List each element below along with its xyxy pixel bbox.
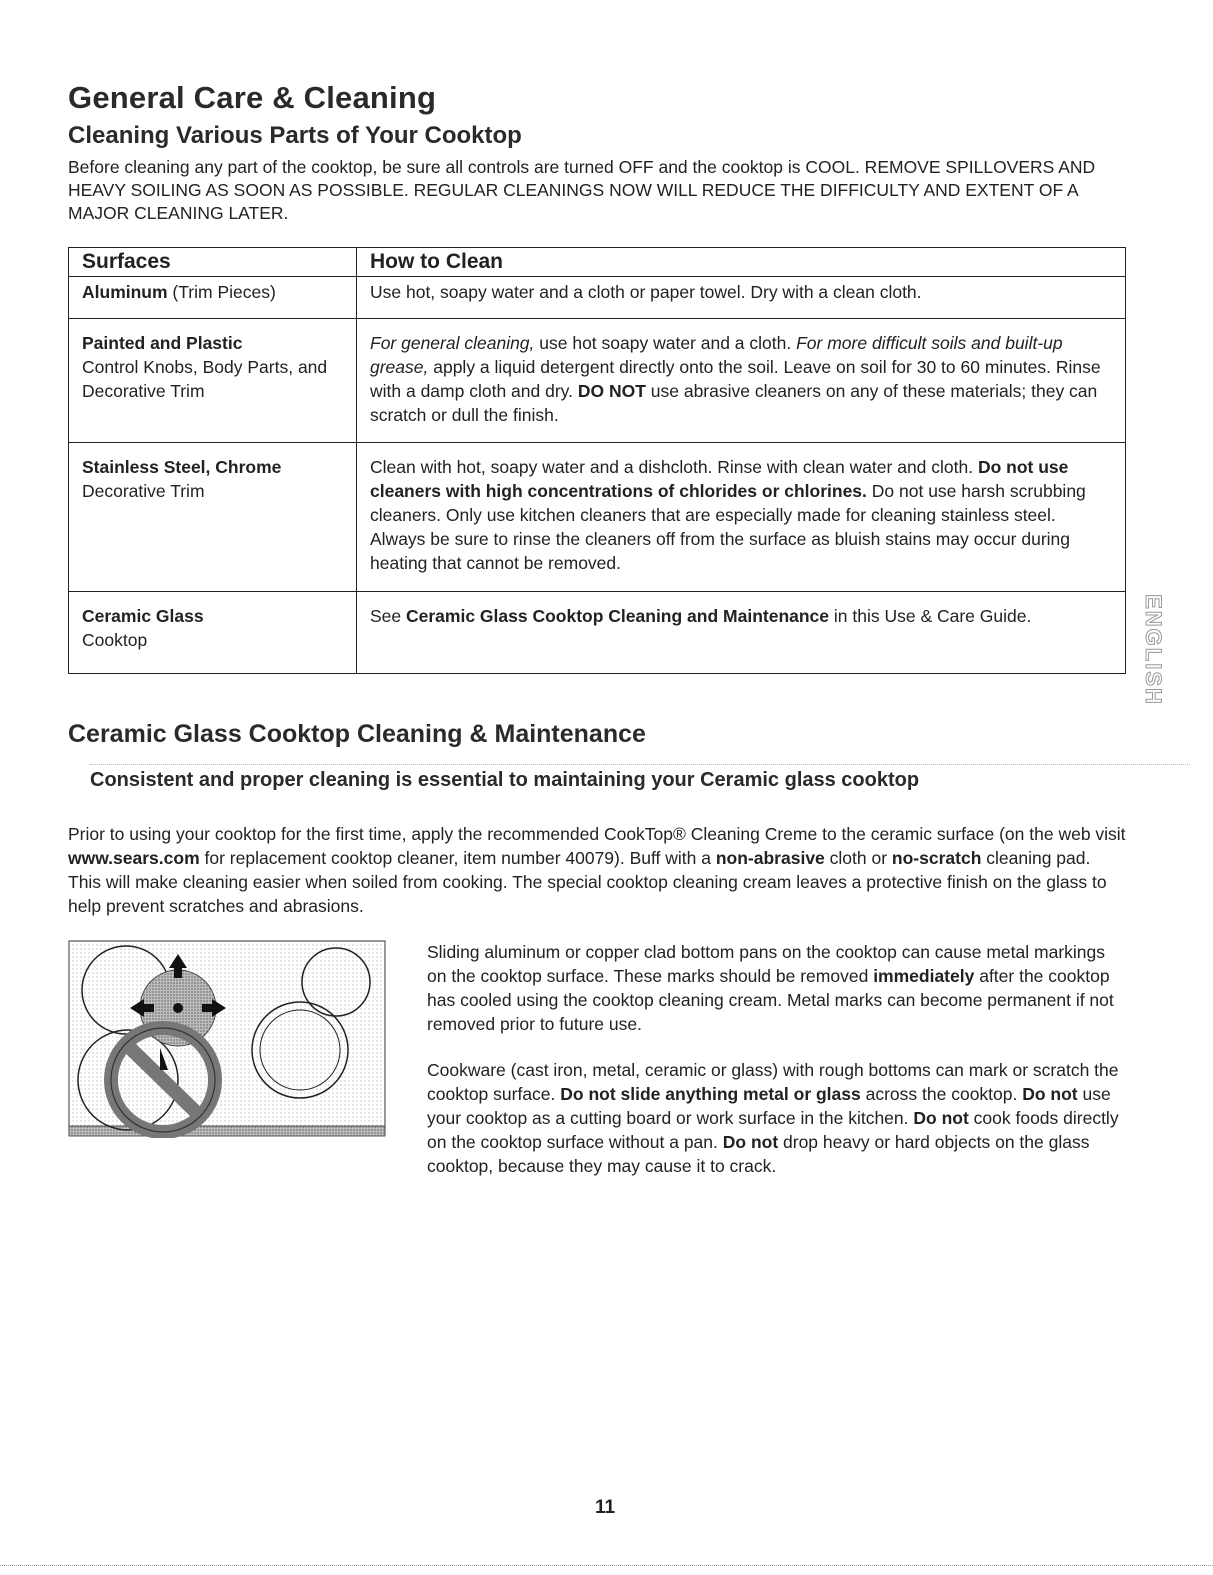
surface-cell: [69, 592, 357, 674]
text-run: Do not use cleaners with high concentrations of chlorides or chlorines.: [370, 457, 1069, 501]
text-run: DO NOT: [577, 381, 646, 401]
text-run: apply a liquid detergent directly onto the soil. Leave on soil for 30 to 60 minutes. Rinse with a damp cloth and dry.: [370, 357, 1101, 401]
text-run: Do not: [913, 1108, 969, 1128]
table-row: [69, 277, 1126, 319]
surface-name: Aluminum: [82, 282, 168, 302]
text-run: for replacement cooktop cleaner, item number 40079). Buff with a: [199, 848, 716, 868]
table-row: [69, 592, 1126, 674]
side-tab-label: ENGLISH: [1141, 594, 1166, 706]
text-run: immediately: [873, 966, 975, 986]
cookware-paragraph: [427, 1058, 1127, 1178]
table-row: [69, 319, 1126, 443]
page-number: 11: [594, 1497, 616, 1518]
text-run: use your cooktop as a cutting board or work surface in the kitchen.: [427, 1084, 1111, 1128]
text-run: cloth or: [824, 848, 892, 868]
surface-detail: Control Knobs, Body Parts, and Decorative Trim: [82, 357, 328, 401]
surface-cell: [69, 277, 357, 319]
text-run: Clean with hot, soapy water and a dishcloth. Rinse with clean water and cloth.: [370, 457, 978, 477]
text-run: Do not: [1022, 1084, 1078, 1104]
text-run: Cookware (cast iron, metal, ceramic or glass) with rough bottoms can mark or scratch the cooktop surface.: [427, 1060, 1119, 1104]
pan-center-icon: [173, 1003, 183, 1013]
ceramic-tagline: Consistent and proper cleaning is essential to maintaining your Ceramic glass cooktop: [90, 764, 1190, 792]
text-run: Prior to using your cooktop for the first time, apply the recommended CookTop® Cleaning Creme to the ceramic surface (on the web visit: [68, 824, 1126, 844]
text-run: in this Use & Care Guide.: [829, 606, 1032, 626]
sliding-pans-paragraph: [427, 940, 1127, 1036]
text-run: www.sears.com: [68, 848, 200, 868]
text-run: across the cooktop.: [860, 1084, 1023, 1104]
ceramic-intro-paragraph: [68, 822, 1126, 918]
how-cell: [357, 277, 1126, 319]
surface-detail: (Trim Pieces): [167, 282, 276, 302]
text-run: non-abrasive: [715, 848, 825, 868]
column-header-how-to-clean: How to Clean: [357, 248, 1126, 277]
surface-detail: Cooktop: [82, 630, 148, 650]
how-text: [370, 333, 1101, 425]
cleaning-table: [68, 247, 1126, 674]
surface-name: Painted and Plastic: [82, 333, 243, 353]
section-heading-ceramic: Ceramic Glass Cooktop Cleaning & Maintenance: [68, 720, 646, 748]
text-run: Do not use harsh scrubbing cleaners. Only use kitchen cleaners that are especially made for cleaning stainless steel. Always be sure to rinse the cleaners off from the surface as bluish stains may occur during heating that cannot be removed.: [370, 481, 1086, 573]
how-text: [370, 457, 1086, 573]
how-cell: [357, 319, 1126, 443]
language-side-tab: [1138, 580, 1168, 720]
surface-cell: [69, 443, 357, 592]
how-cell: [357, 443, 1126, 592]
text-run: Do not slide anything metal or glass: [560, 1084, 861, 1104]
how-cell: [357, 592, 1126, 674]
text-run: use hot soapy water and a cloth.: [534, 333, 797, 353]
text-run: For general cleaning,: [370, 333, 535, 353]
page-bottom-rule: [0, 1565, 1213, 1566]
cooktop-edge: [69, 1126, 385, 1136]
column-header-surfaces: Surfaces: [69, 248, 357, 277]
text-run: Sliding aluminum or copper clad bottom pans on the cooktop can cause metal markings on the cooktop surface. These marks should be removed: [427, 942, 1106, 986]
text-run: after the cooktop has cooled using the cooktop cleaning cream. Metal marks can become permanent if not removed prior to future use.: [427, 966, 1114, 1034]
text-run: Do not: [722, 1132, 779, 1152]
how-text: [370, 282, 922, 302]
surface-name: Stainless Steel, Chrome: [82, 457, 282, 477]
section-heading-cleaning-parts: Cleaning Various Parts of Your Cooktop: [68, 122, 522, 149]
text-run: no-scratch: [891, 848, 982, 868]
surface-name: Ceramic Glass: [82, 606, 204, 626]
how-text: [370, 606, 1031, 626]
cooktop-illustration: [68, 940, 386, 1138]
text-run: cook foods directly on the cooktop surface without a pan.: [427, 1108, 1119, 1152]
table-row: [69, 443, 1126, 592]
surface-detail: Decorative Trim: [82, 481, 205, 501]
text-run: See: [370, 606, 406, 626]
page-heading: General Care & Cleaning: [68, 80, 437, 115]
text-run: use abrasive cleaners on any of these materials; they can scratch or dull the finish.: [370, 381, 1098, 425]
surface-cell: [69, 319, 357, 443]
text-run: cleaning pad. This will make cleaning easier when soiled from cooking. The special cooktop cleaning cream leaves a protective finish on the glass to help prevent scratches and abrasions.: [68, 848, 1107, 916]
text-run: For more difficult soils and built-up grease,: [370, 333, 1063, 377]
text-run: Ceramic Glass Cooktop Cleaning and Maintenance: [406, 606, 830, 626]
text-run: Use hot, soapy water and a cloth or paper towel. Dry with a clean cloth.: [370, 282, 922, 302]
table-header-row: [69, 248, 1126, 277]
text-run: drop heavy or hard objects on the glass cooktop, because they may cause it to crack.: [427, 1132, 1090, 1176]
intro-paragraph: Before cleaning any part of the cooktop, be sure all controls are turned OFF and the cooktop is COOL. REMOVE SPILLOVERS AND HEAVY SOILING AS SOON AS POSSIBLE. REGULAR CLEANINGS NOW WILL REDUCE THE DIFFICULTY AND EXTENT OF A MAJOR CLEANING LATER.: [68, 157, 1096, 223]
